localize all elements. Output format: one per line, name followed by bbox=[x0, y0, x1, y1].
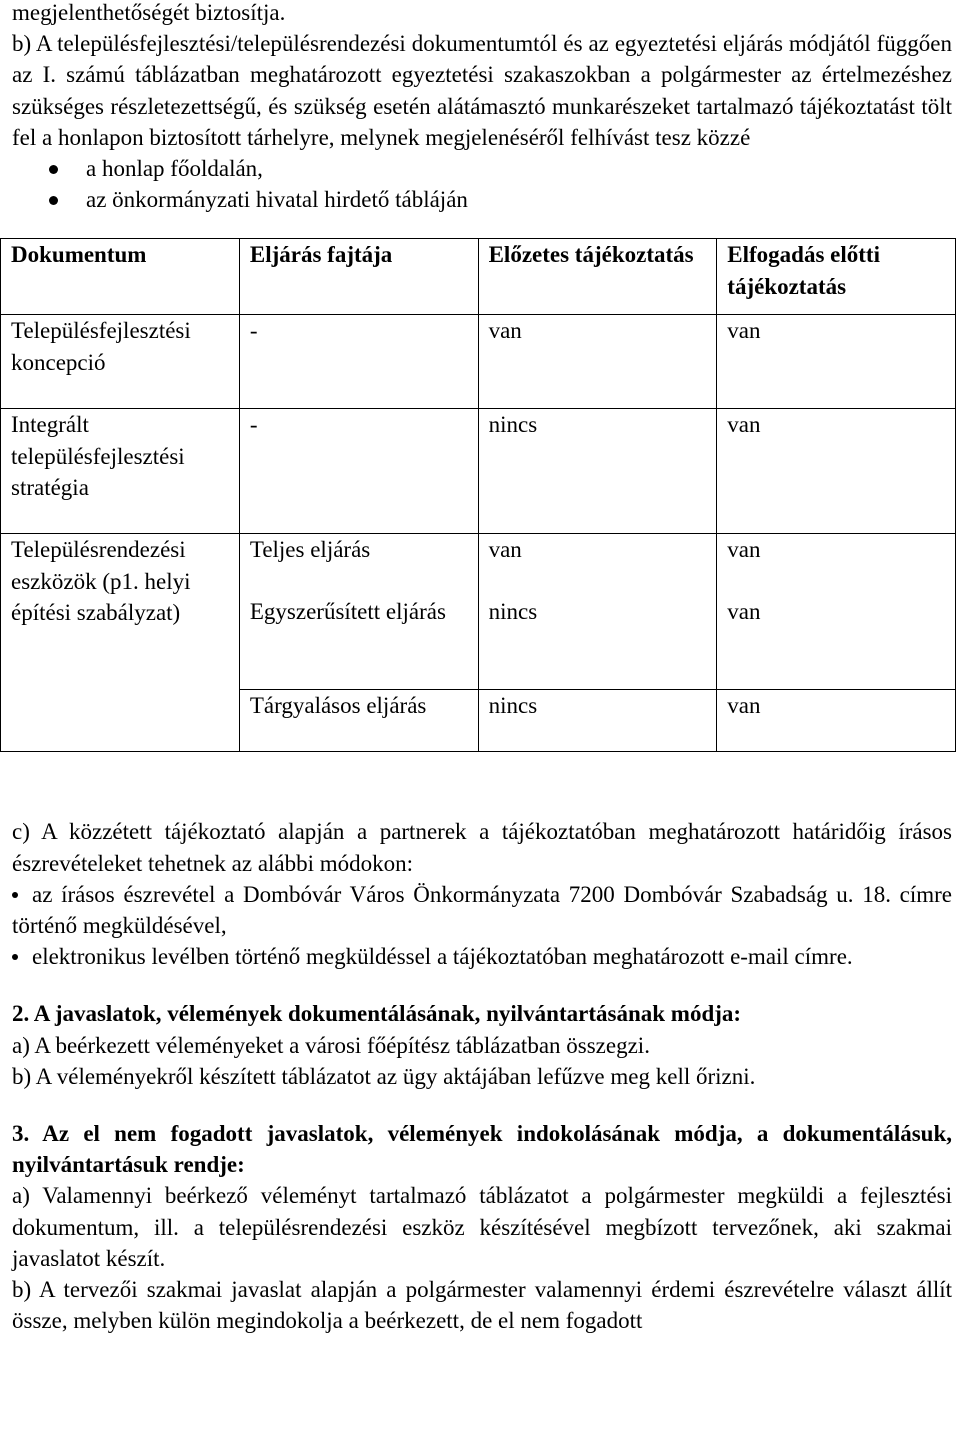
list-item bbox=[12, 941, 952, 972]
document-page bbox=[12, 0, 952, 1336]
section-2-title: 2. A javaslatok, vélemények dokumentálásának, nyilvántartásának módja: bbox=[12, 1001, 742, 1027]
cell-doc: Településrendezési eszközök (p1. helyi építési szabályzat) bbox=[1, 534, 240, 752]
intro-bullet-list bbox=[12, 153, 952, 215]
intro-paragraph-b: b) A településfejlesztési/településrendezési dokumentumtól és az egyeztetési eljárás módjától függően az I. számú táblázatban meghatározott egyeztetési szakaszokban a polgármester az értelmezéshez szükséges részletezettségű, és szükség esetén alátámasztó munkarészeket tartalmazó tájékoztatást tölt fel a honlapon biztosított tárhelyre, melynek megjelenéséről felhívást tesz közzé bbox=[12, 31, 952, 150]
section-2-a: a) A beérkezett véleményeket a városi főépítész táblázatban összegzi. bbox=[12, 1032, 650, 1058]
header-elozetes: Előzetes tájékoztatás bbox=[478, 239, 717, 315]
header-dokumentum: Dokumentum bbox=[1, 239, 240, 315]
cell-kind: Egyszerűsített eljárás bbox=[239, 596, 478, 690]
header-eljaras-fajtaja: Eljárás fajtája bbox=[239, 239, 478, 315]
bullet-icon bbox=[49, 165, 58, 174]
cell-doc: Településfejlesztési koncepció bbox=[1, 315, 240, 409]
table-row bbox=[1, 409, 956, 534]
section-3-a: a) Valamennyi beérkező véleményt tartalmazó táblázatot a polgármester megküldi a fejlesztési dokumentum, ill. a településrendezési eszköz készítésével megbízott tervezőnek, aki szakmai javaslatot készít. bbox=[12, 1183, 952, 1271]
cell-final: van bbox=[717, 534, 956, 596]
bullet-text: elektronikus levélben történő megküldéssel a tájékoztatóban meghatározott e-mail címre. bbox=[32, 944, 853, 970]
list-item bbox=[12, 184, 952, 215]
cell-pre: nincs bbox=[478, 596, 717, 690]
bullet-icon bbox=[12, 954, 18, 960]
bullet-icon bbox=[49, 196, 58, 205]
cell-pre: nincs bbox=[478, 409, 717, 534]
table-header-row bbox=[1, 239, 956, 315]
section-2-b: b) A véleményekről készített táblázatot az ügy aktájában lefűzve meg kell őrizni. bbox=[12, 1063, 756, 1089]
cell-pre: van bbox=[478, 534, 717, 596]
bullet-text: az írásos észrevétel a Dombóvár Város Önkormányzata 7200 Dombóvár Szabadság u. 18. címre történő megküldésével, bbox=[12, 881, 952, 939]
intro-line: megjelenthetőségét biztosítja. bbox=[12, 0, 286, 25]
cell-final: van bbox=[717, 315, 956, 409]
section-c-text: c) A közzétett tájékoztató alapján a partnerek a tájékoztatóban meghatározott határidőig írásos észrevételeket tehetnek az alábbi módokon: bbox=[12, 819, 952, 876]
bullet-icon bbox=[12, 892, 18, 898]
bullet-text: az önkormányzati hivatal hirdető tábláján bbox=[86, 187, 468, 213]
cell-pre: van bbox=[478, 315, 717, 409]
list-item bbox=[12, 879, 952, 941]
cell-pre: nincs bbox=[478, 690, 717, 752]
table-row bbox=[1, 534, 956, 596]
cell-kind: - bbox=[239, 315, 478, 409]
cell-kind: - bbox=[239, 409, 478, 534]
section-3-title: 3. Az el nem fogadott javaslatok, vélemények indokolásának módja, a dokumentálásuk, nyilvántartásuk rendje: bbox=[12, 1121, 952, 1178]
list-item bbox=[12, 153, 952, 184]
section-c-bullet-list bbox=[12, 879, 952, 973]
cell-final: van bbox=[717, 409, 956, 534]
cell-kind: Tárgyalásos eljárás bbox=[239, 690, 478, 752]
section-3-b: b) A tervezői szakmai javaslat alapján a polgármester valamennyi érdemi észrevételre választ állít össze, melyben külön megindokolja a beérkezett, de el nem fogadott bbox=[12, 1277, 952, 1334]
cell-doc: Integrált településfejlesztési stratégia bbox=[1, 409, 240, 534]
table-row bbox=[1, 315, 956, 409]
cell-final: van bbox=[717, 596, 956, 690]
cell-final: van bbox=[717, 690, 956, 752]
cell-kind: Teljes eljárás bbox=[239, 534, 478, 596]
bullet-text: a honlap főoldalán, bbox=[86, 156, 263, 182]
consultation-table bbox=[0, 238, 956, 752]
header-elfogadas-elotti: Elfogadás előtti tájékoztatás bbox=[717, 239, 956, 315]
